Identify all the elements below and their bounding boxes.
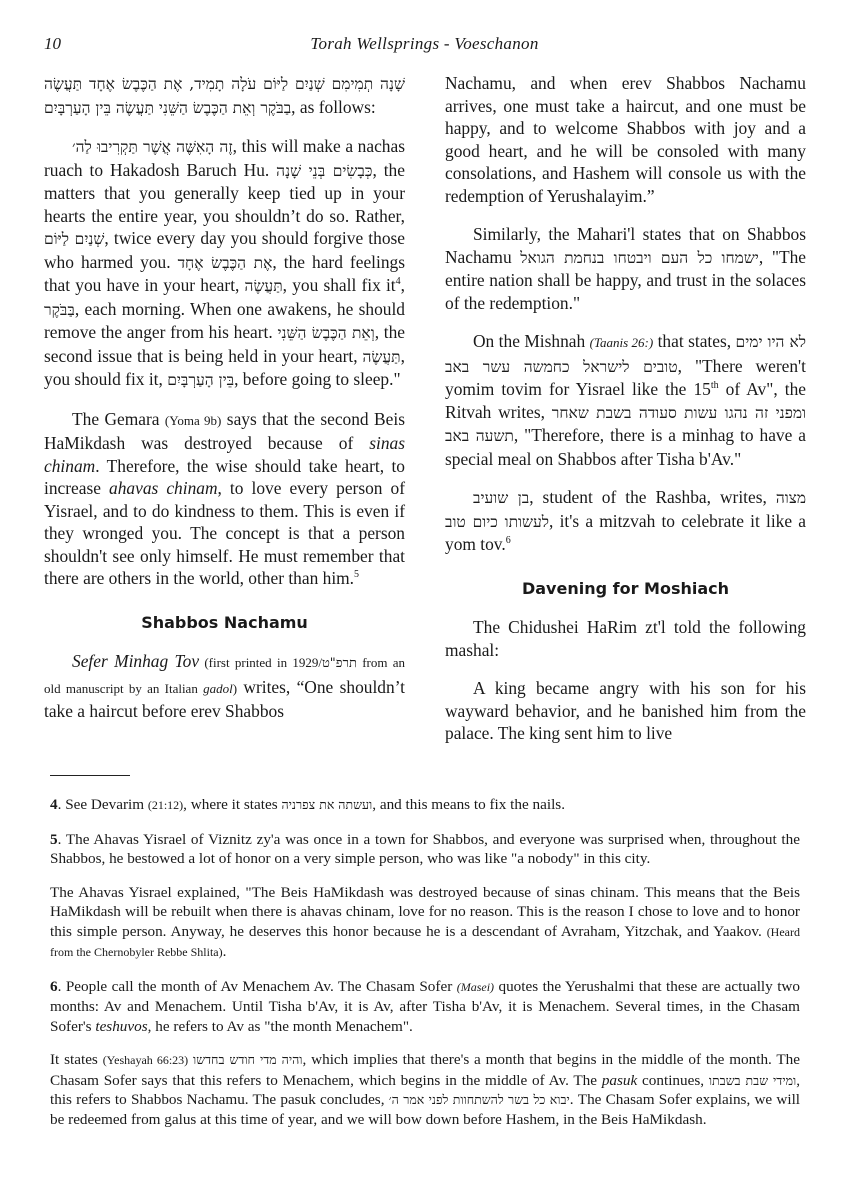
paragraph: Nachamu, and when erev Shabbos Nachamu arrives, one must take a haircut, and one must be happy, and to welcome Shabbos with joy and a good heart, and he will be consoled with many consolations, and Hashem will console us with the redemption of Yerushalayim.” [445,73,806,206]
hebrew-text: כְּבָשִׂים בְּנֵי שָׁנָה [276,161,373,180]
footnote-5-continued: The Ahavas Yisrael explained, "The Beis HaMikdash was destroyed because of sinas chinam. This means that the Beis HaMikdash will be rebuilt when there is ahavas chinam, love for no reason. This is the reason I chose to love and to honor this simple person. Anyway, he deserves this honor because he is a descendant of Avraham, Yitzchak, and Yaakov. (Heard from the Chernobyler Rebbe Shlita). [50,883,800,960]
page-number: 10 [44,34,61,53]
hebrew-text: והיה מדי חודש בחדשו [193,1052,303,1067]
hebrew-text: תרפ"ט [321,656,357,671]
footnote-ref: 6 [505,535,511,547]
right-column [445,72,806,761]
section-heading: Davening for Moshiach [521,578,730,598]
paragraph: The Gemara (Yoma 9b) says that the second Beis HaMikdash was destroyed because of sinas chinam. Therefore, the wise should take heart, to increase ahavas chinam, to love every person of Yisrael, and to do kindness to them. This is even if they wronged you. The concept is that a person shouldn't see only himself. He must remember that there are others in the world, other than him.$^5$ [44,408,406,588]
paragraph: זֶה הָאִשֶּׁה אֲשֶׁר תַּקְרִיבוּ לַה׳, this will make a nachas ruach to Hakadosh Baruch Hu. כְּבָשִׂים בְּנֵי שָׁנָה, the matters that you generally keep tied up in your hearts the entire year, you shouldn’t do so. Rather, שְׁנַיִם לַיּוֹם, twice every day you should forgive those who harmed you. אֶת הַכֶּבֶשׂ אֶחָד, the hard feelings that you have in your heart, תַּעֲשֶׂה, you shall fix $it^4$, בַּבֹּקֶר, each morning. When one awakens, he should remove the anger from his heart. וְאֵת הַכֶּבֶשׂ הַשֵּׁנִי, the second issue that is being held in your heart, תַּעֲשֶׂה, you should fix it, בֵּין הָעַרְבָּיִם, before going to sleep." [44,136,406,389]
hebrew-text: זֶה הָאִשֶּׁה אֲשֶׁר תַּקְרִיבוּ לַה׳ [72,138,233,156]
citation: (Yoma 9b) [164,412,222,428]
footnote-5: 5. The Ahavas Yisrael of Viznitz zy'a was once in a town for Shabbos, and everyone was surprised when, throughout the Shabbos, he bestowed a lot of honor on a very simple person, who was like "a nobody" in this city. [50,830,800,867]
hebrew-text: יבוא כל בשר להשתחוות לפני אמר ה׳ [388,1092,570,1107]
footnote-4: 4. See Devarim (21:12), where it states ועשתה את צפרניה, and this means to fix the nails. [50,796,565,813]
paragraph: A king became angry with his son for his wayward behavior, and he banished him from the palace. The king sent him to live [445,678,806,743]
hebrew-text: מצוה לעשותו כיום טוב [445,489,807,531]
paragraph: On the Mishnah (Taanis 26:) that states, לא היו ימים טובים לישראל כחמשה עשר באב, "There weren't yomim tovim for Yisrael like the 15th of Av", the Ritvah writes, ומפני זה נהגו עשות סעודה בשבת שאחר תשעה באב, "Therefore, there is a minhag to have a special meal on Shabbos after Tisha b'Av." [445,331,807,469]
hebrew-text: ומידי שבת בשבתו [708,1072,797,1088]
hebrew-text: בֵּין הָעַרְבָּיִם [167,371,235,389]
footnote-6: 6. People call the month of Av Menachem Av. The Chasam Sofer (Masei) quotes the Yerushalmi that these are actually two months: Av and Menachem. Until Tisha b'Av, it is Av, after Tisha b'Av, it is Menachem. Several times, in the Chasam Sofer's teshuvos, he refers to Av as "the month Menachem". [50,977,800,1035]
hebrew-text: תַּעֲשֶׂה [362,347,401,366]
hebrew-text: בן שועיב [473,489,530,507]
paragraph: Sefer Minhag Tov (first printed in 1929/תרפ"ט from an old manuscript by an Italian gadol) writes, “One shouldn’t take a haircut before erev Shabbos [44,651,405,721]
hebrew-text: שְׁנַיִם לַיּוֹם [44,230,105,248]
hebrew-text: אֶת הַכֶּבֶשׂ אֶחָד [177,253,273,272]
paragraph: The Chidushei HaRim zt'l told the following mashal: [445,617,806,660]
footnotes [50,795,800,1143]
hebrew-text: לא היו ימים טובים לישראל כחמשה עשר באב [445,333,807,376]
footnote-ref: 4 [395,276,401,288]
running-header [44,30,805,58]
hebrew-text: ישמחו כל העם ויבטחו בנחמת הגואל [520,248,759,267]
paragraph: שָׁנָה תְמִימִם שְׁנַיִם לַיּוֹם עֹלָה תָמִיד, אֶת הַכֶּבֶשׂ אֶחָד תַּעֲשֶׂה בַבֹּקֶר וְאֵת הַכֶּבֶשׂ הַשֵּׁנִי תַּעֲשֶׂה בֵּין הָעַרְבָּיִם, as follows: [44,75,405,117]
running-title: Torah Wellsprings - Voeschanon [310,34,539,53]
footnote-divider [50,775,130,776]
footnote-ref: 5 [354,569,360,581]
section-heading: Shabbos Nachamu [141,612,308,632]
citation: (Taanis 26:) [589,335,654,350]
hebrew-text: תַּעֲשֶׂה [244,277,283,295]
paragraph: בן שועיב, student of the Rashba, writes, מצוה לעשותו כיום טוב, it's a mitzvah to celebrate it like a yom tov.$^6$ [445,487,807,554]
hebrew-text: בַּבֹּקֶר [44,300,75,319]
hebrew-text: ומפני זה נהגו עשות סעודה בשבת שאחר תשעה באב [445,403,806,445]
hebrew-text: ועשתה את צפרניה [281,797,373,812]
paragraph: Similarly, the Mahari'l states that on Shabbos Nachamu ישמחו כל העם ויבטחו בנחמת הגואל, "The entire nation shall be happy, and trust in the solaces of the redemption." [445,224,807,313]
hebrew-text: שָׁנָה תְמִימִם שְׁנַיִם לַיּוֹם עֹלָה תָמִיד, אֶת הַכֶּבֶשׂ אֶחָד תַּעֲשֶׂה בַבֹּקֶר וְאֵת הַכֶּבֶשׂ הַשֵּׁנִי תַּעֲשֶׂה בֵּין הָעַרְבָּיִם [44,75,405,117]
hebrew-text: וְאֵת הַכֶּבֶשׂ הַשֵּׁנִי [277,324,375,342]
footnote-6-continued: It states (Yeshayah 66:23) והיה מדי חודש בחדשו, which implies that there's a month that begins in the middle of the month. The Chasam Sofer says that this refers to Menachem, which begins in the middle of Av. The pasuk continues, ומידי שבת בשבתו, this refers to Shabbos Nachamu. The pasuk concludes, יבוא כל בשר להשתחוות לפני אמר ה׳. The Chasam Sofer explains, we will be redeemed from galus at this time of year, and we will bow down before Hashem, in the Beis HaMikdash. [50,1051,801,1128]
left-column [44,72,405,739]
